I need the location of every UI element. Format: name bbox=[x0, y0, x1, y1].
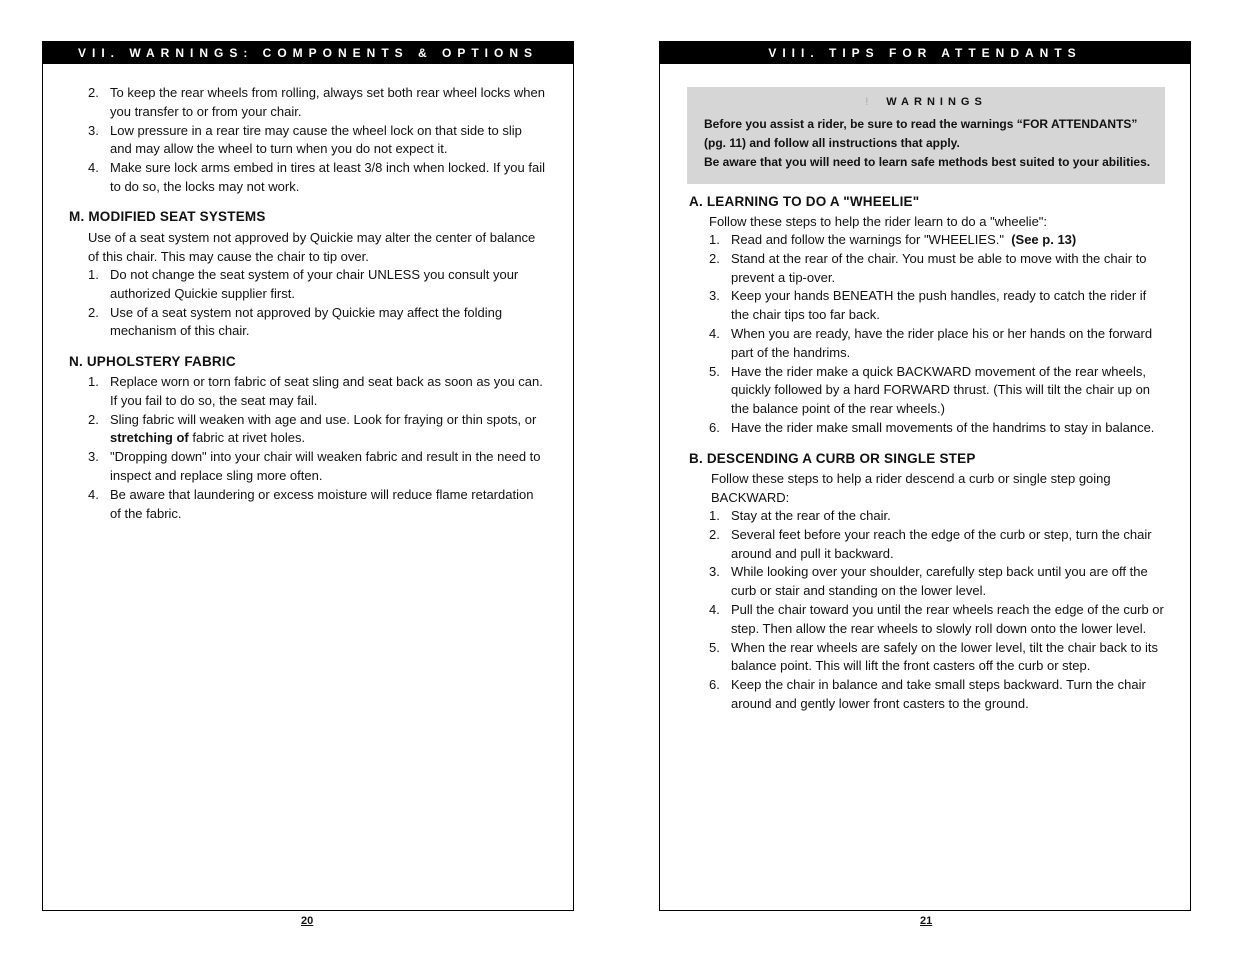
wheel-lock-list bbox=[88, 84, 546, 197]
list-item: 1. Replace worn or torn fabric of seat sling and seat back as soon as you can. If you fail to do so, the seat may fail. bbox=[88, 374, 543, 408]
list-item: 3. Low pressure in a rear tire may cause the wheel lock on that side to slip and may allow the wheel to turn when you do not expect it. bbox=[88, 122, 522, 157]
list-item: 2. Sling fabric will weaken with age and use. Look for fraying or thin spots, or stretching of fabric at rivet holes. bbox=[88, 411, 537, 446]
section-heading-wheelie: A. LEARNING TO DO A "WHEELIE" bbox=[689, 194, 920, 209]
list-item: 4. Pull the chair toward you until the rear wheels reach the edge of the curb or step. Then allow the rear wheels to slowly roll down onto the lower level. bbox=[709, 601, 1164, 636]
page-reference: (See p. 13) bbox=[1011, 232, 1077, 247]
list-item: 2. Several feet before your reach the edge of the curb or step, turn the chair around and pull it backward. bbox=[709, 526, 1152, 561]
list-item: 2. Stand at the rear of the chair. You must be able to move with the chair to prevent a tip-over. bbox=[709, 250, 1147, 285]
list-item: 4. When you are ready, have the rider place his or her hands on the forward part of the handrims. bbox=[709, 325, 1153, 360]
section-intro: Use of a seat system not approved by Quickie may alter the center of balance of this chair. This may cause the chair to tip over. bbox=[88, 230, 536, 264]
list-item: 5. When the rear wheels are safely on the lower level, tilt the chair back to its balance point. This will lift the front casters off the curb or step. bbox=[709, 639, 1159, 674]
list-item: 2. To keep the rear wheels from rolling, always set both rear wheel locks when you transfer to or from your chair. bbox=[88, 85, 545, 119]
list-item: 2. Use of a seat system not approved by Quickie may affect the folding mechanism of this chair. bbox=[88, 304, 503, 339]
section-intro: Follow these steps to help the rider learn to do a "wheelie": bbox=[709, 214, 1048, 229]
upholstery-list bbox=[88, 373, 546, 523]
list-item: 3. Keep your hands BENEATH the push handles, ready to catch the rider if the chair tips too far back. bbox=[709, 288, 1147, 323]
section-heading-descending-curb: B. DESCENDING A CURB OR SINGLE STEP bbox=[689, 451, 976, 466]
modified-seat-list bbox=[88, 266, 546, 341]
warnings-box bbox=[687, 87, 1165, 184]
list-item: 3. While looking over your shoulder, carefully step back until you are off the curb or stair and standing on the lower level. bbox=[709, 564, 1148, 599]
warning-line: Before you assist a rider, be sure to read the warnings “FOR ATTENDANTS” (pg. 11) and follow all instructions that apply. bbox=[704, 117, 1138, 150]
warnings-title: WARNINGS bbox=[886, 96, 987, 108]
list-item: 4. Be aware that laundering or excess moisture will reduce flame retardation of the fabric. bbox=[88, 486, 534, 521]
wheelie-list bbox=[709, 231, 1164, 438]
section-heading-modified-seat: M. MODIFIED SEAT SYSTEMS bbox=[69, 209, 266, 224]
page-number: 20 bbox=[301, 915, 314, 927]
list-item: 3. "Dropping down" into your chair will weaken fabric and result in the need to inspect and replace sling more often. bbox=[88, 449, 541, 483]
right-page bbox=[659, 41, 1191, 911]
section-intro: Follow these steps to help a rider descend a curb or single step going BACKWARD: bbox=[711, 471, 1111, 505]
list-item: 4. Make sure lock arms embed in tires at least 3/8 inch when locked. If you fail to do so, the locks may not work. bbox=[88, 160, 545, 194]
section-heading-upholstery: N. UPHOLSTERY FABRIC bbox=[69, 354, 236, 369]
warning-icon: ! bbox=[865, 96, 869, 108]
page-header: VIII. TIPS FOR ATTENDANTS bbox=[660, 42, 1190, 64]
warning-line: Be aware that you will need to learn safe methods best suited to your abilities. bbox=[704, 155, 1151, 169]
list-item: 5. Have the rider make a quick BACKWARD movement of the rear wheels, quickly followed by a hard FORWARD thrust. (This will tilt the chair up on the balance point of the rear wheels.) bbox=[709, 363, 1151, 417]
page-number: 21 bbox=[920, 915, 933, 927]
list-item: 1. Read and follow the warnings for "WHEELIES." (See p. 13) bbox=[709, 232, 1077, 247]
list-item: 6. Keep the chair in balance and take small steps backward. Turn the chair around and gently lower front casters to the ground. bbox=[709, 677, 1146, 711]
list-item: 1. Stay at the rear of the chair. bbox=[709, 508, 891, 523]
descending-curb-list bbox=[709, 507, 1164, 714]
left-page bbox=[42, 41, 574, 911]
list-item: 1. Do not change the seat system of your chair UNLESS you consult your authorized Quickie supplier first. bbox=[88, 267, 519, 301]
list-item: 6. Have the rider make small movements of the handrims to stay in balance. bbox=[709, 419, 1155, 435]
page-header: VII. WARNINGS: COMPONENTS & OPTIONS bbox=[43, 42, 573, 64]
